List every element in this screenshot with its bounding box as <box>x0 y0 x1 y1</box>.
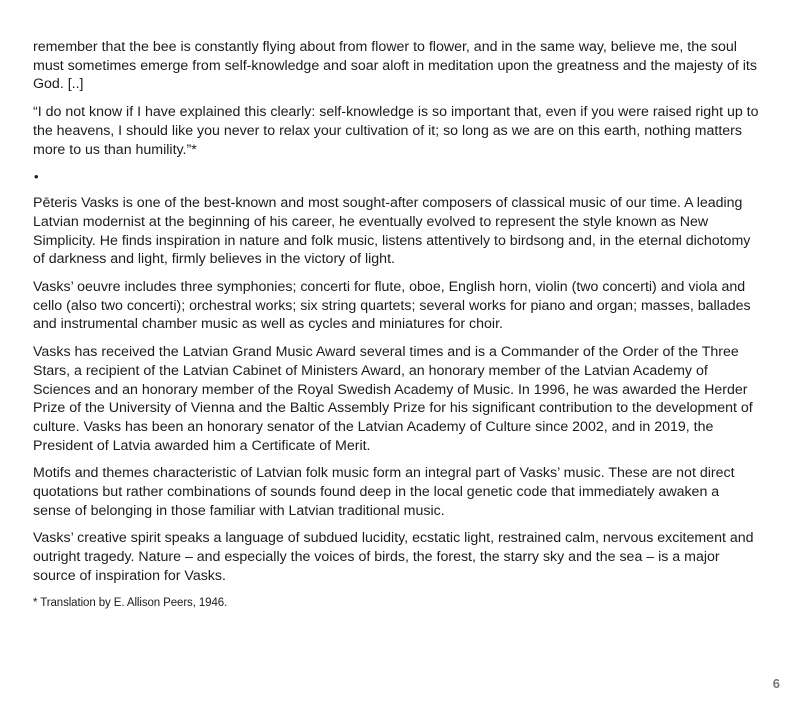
paragraph-oeuvre: Vasks’ oeuvre includes three symphonies; concerti for flute, oboe, English horn, violin (two concerti) and viola and cello (also two concerti); orchestral works; six string quartets; several works for piano and organ; masses, ballades and instrumental chamber music as well as cycles and miniatures for choir. <box>33 279 751 333</box>
paragraph-folk-motifs: Motifs and themes characteristic of Latvian folk music form an integral part of Vasks’ music. These are not direct quotations but rather combinations of sounds found deep in the local genetic code that immediately awaken a sense of belonging in those familiar with Latvian traditional music. <box>33 465 735 519</box>
section-separator-bullet: • <box>34 169 39 185</box>
page-number: 6 <box>772 676 780 691</box>
document-body <box>33 38 759 611</box>
paragraph-bee-quote: remember that the bee is constantly flying about from flower to flower, and in the same way, believe me, the soul must sometimes emerge from self-knowledge and soar aloft in meditation upon the greatness and the majesty of its God. [..] <box>33 39 757 93</box>
paragraph-awards: Vasks has received the Latvian Grand Music Award several times and is a Commander of the Order of the Three Stars, a recipient of the Latvian Cabinet of Ministers Award, an honorary member of the Latvian Academy of Sciences and an honorary member of the Royal Swedish Academy of Music. In 1996, he was awarded the Herder Prize of the University of Vienna and the Baltic Assembly Prize for his significant contribution to the development of culture. Vasks has been an honorary senator of the Latvian Academy of Culture since 2002, and in 2019, the President of Latvia awarded him a Certificate of Merit. <box>33 344 753 454</box>
paragraph-vasks-intro: Pēteris Vasks is one of the best-known and most sought-after composers of classical music of our time. A leading Latvian modernist at the beginning of his career, he eventually evolved to represent the style known as New Simplicity. He finds inspiration in nature and folk music, listens attentively to birdsong and, in the eternal dichotomy of darkness and light, firmly believes in the victory of light. <box>33 195 751 268</box>
paragraph-humility-quote: “I do not know if I have explained this clearly: self-knowledge is so important that, even if you were raised right up to the heavens, I should like you never to relax your cultivation of it; so long as we are on this earth, nothing matters more to us than humility.”* <box>33 104 759 158</box>
paragraph-creative-spirit: Vasks’ creative spirit speaks a language of subdued lucidity, ecstatic light, restrained calm, nervous excitement and outright tragedy. Nature – and especially the voices of birds, the forest, the starry sky and the sea – is a major source of inspiration for Vasks. <box>33 530 754 584</box>
footnote-translation: * Translation by E. Allison Peers, 1946. <box>33 596 228 609</box>
